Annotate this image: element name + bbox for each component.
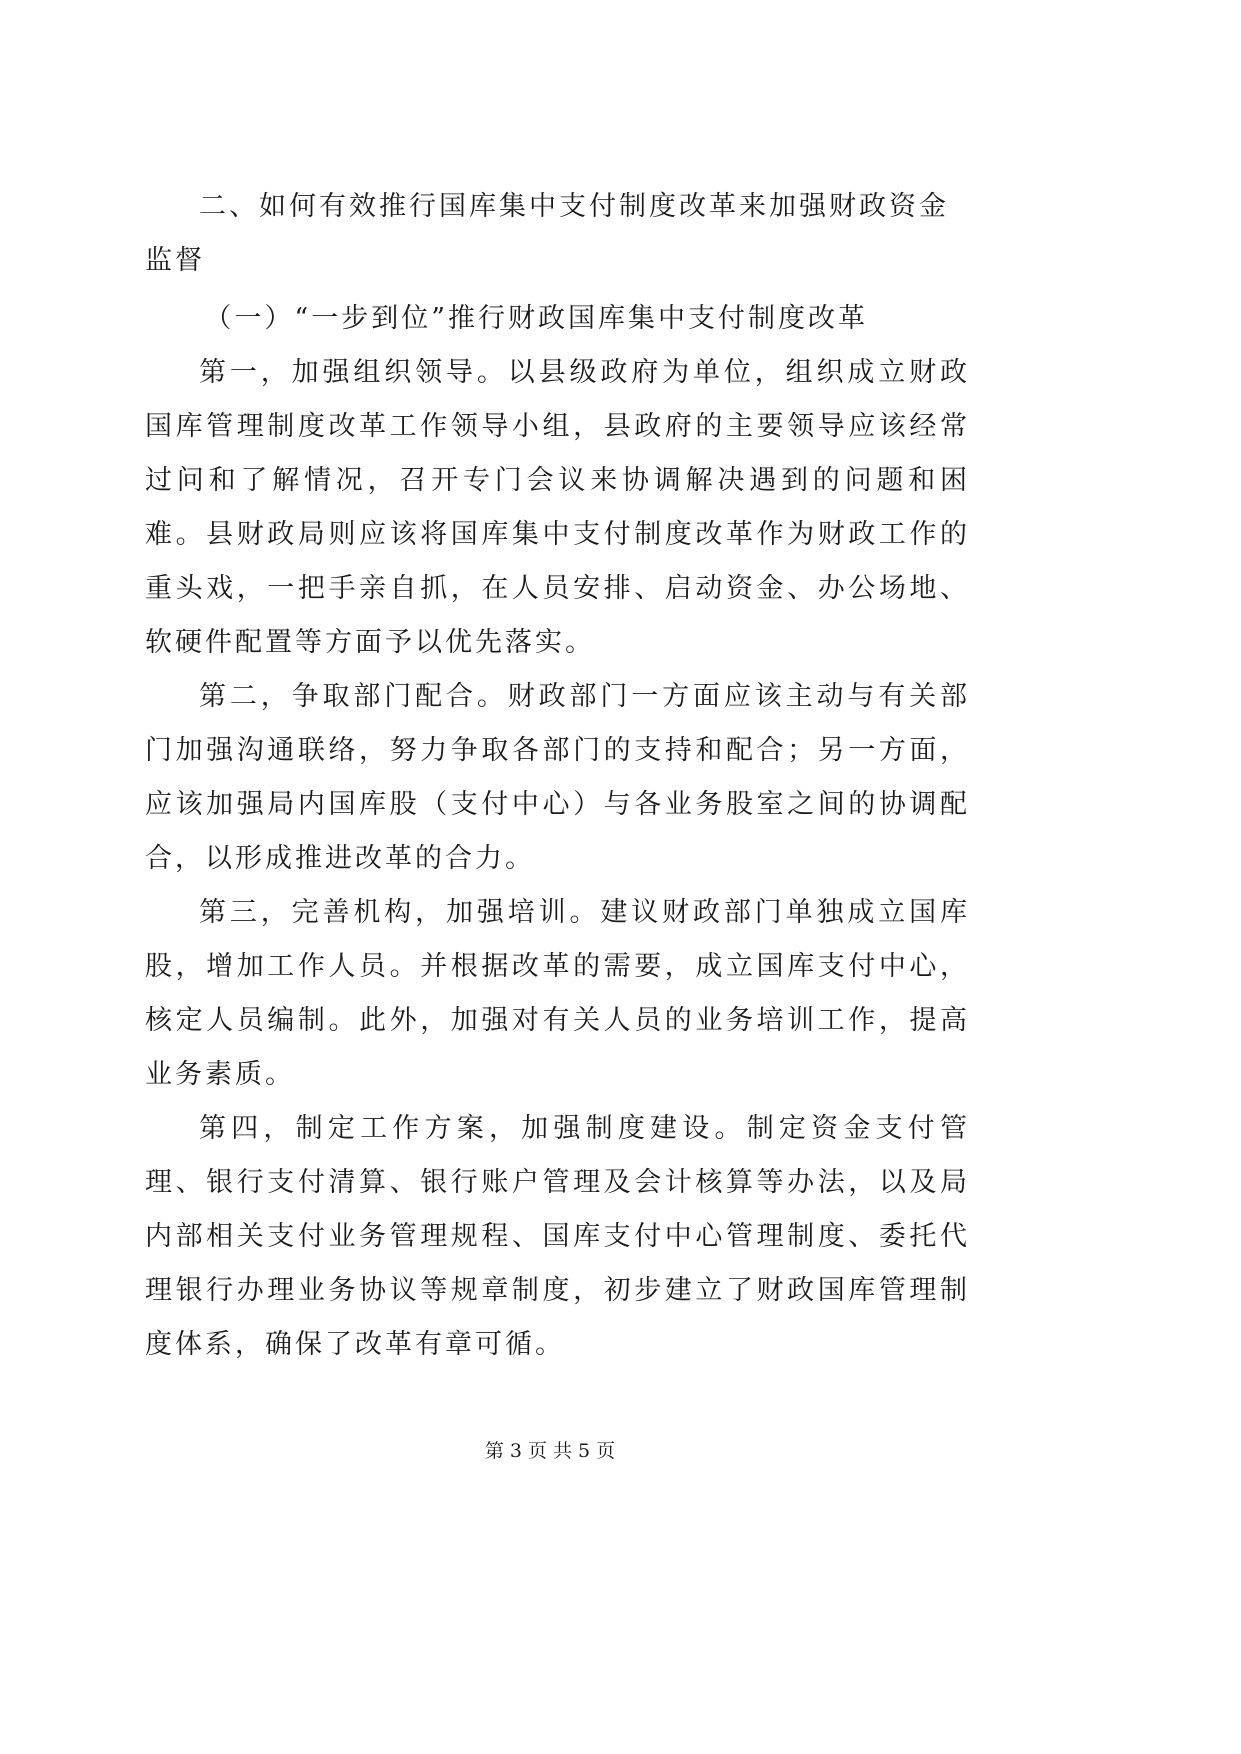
document-body	[145, 180, 970, 1372]
sub-heading: （一）“一步到位”推行财政国库集中支付制度改革	[204, 303, 868, 334]
paragraph-4: 第四，制定工作方案，加强制度建设。制定资金支付管理、银行支付清算、银行账户管理及会计核算等办法，以及局内部相关支付业务管理规程、国库支付中心管理制度、委托代理银行办理业务协议等规章制度，初步建立了财政国库管理制度体系，确保了改革有章可循。	[145, 1113, 970, 1360]
page-footer	[0, 1438, 1100, 1464]
paragraph-3: 第三，完善机构，加强培训。建议财政部门单独成立国库股，增加工作人员。并根据改革的需要，成立国库支付中心，核定人员编制。此外，加强对有关人员的业务培训工作，提高业务素质。	[145, 897, 970, 1090]
section-heading: 二、如何有效推行国库集中支付制度改革来加强财政资金监督	[145, 191, 949, 276]
paragraph-2: 第二，争取部门配合。财政部门一方面应该主动与有关部门加强沟通联络，努力争取各部门的支持和配合；另一方面，应该加强局内国库股（支付中心）与各业务股室之间的协调配合，以形成推进改革的合力。	[145, 681, 970, 874]
paragraph-1: 第一，加强组织领导。以县级政府为单位，组织成立财政国库管理制度改革工作领导小组，县政府的主要领导应该经常过问和了解情况，召开专门会议来协调解决遇到的问题和困难。县财政局则应该将国库集中支付制度改革作为财政工作的重头戏，一把手亲自抓，在人员安排、启动资金、办公场地、软硬件配置等方面予以优先落实。	[145, 357, 970, 658]
page-number-label: 第 3 页 共 5 页	[484, 1440, 616, 1462]
